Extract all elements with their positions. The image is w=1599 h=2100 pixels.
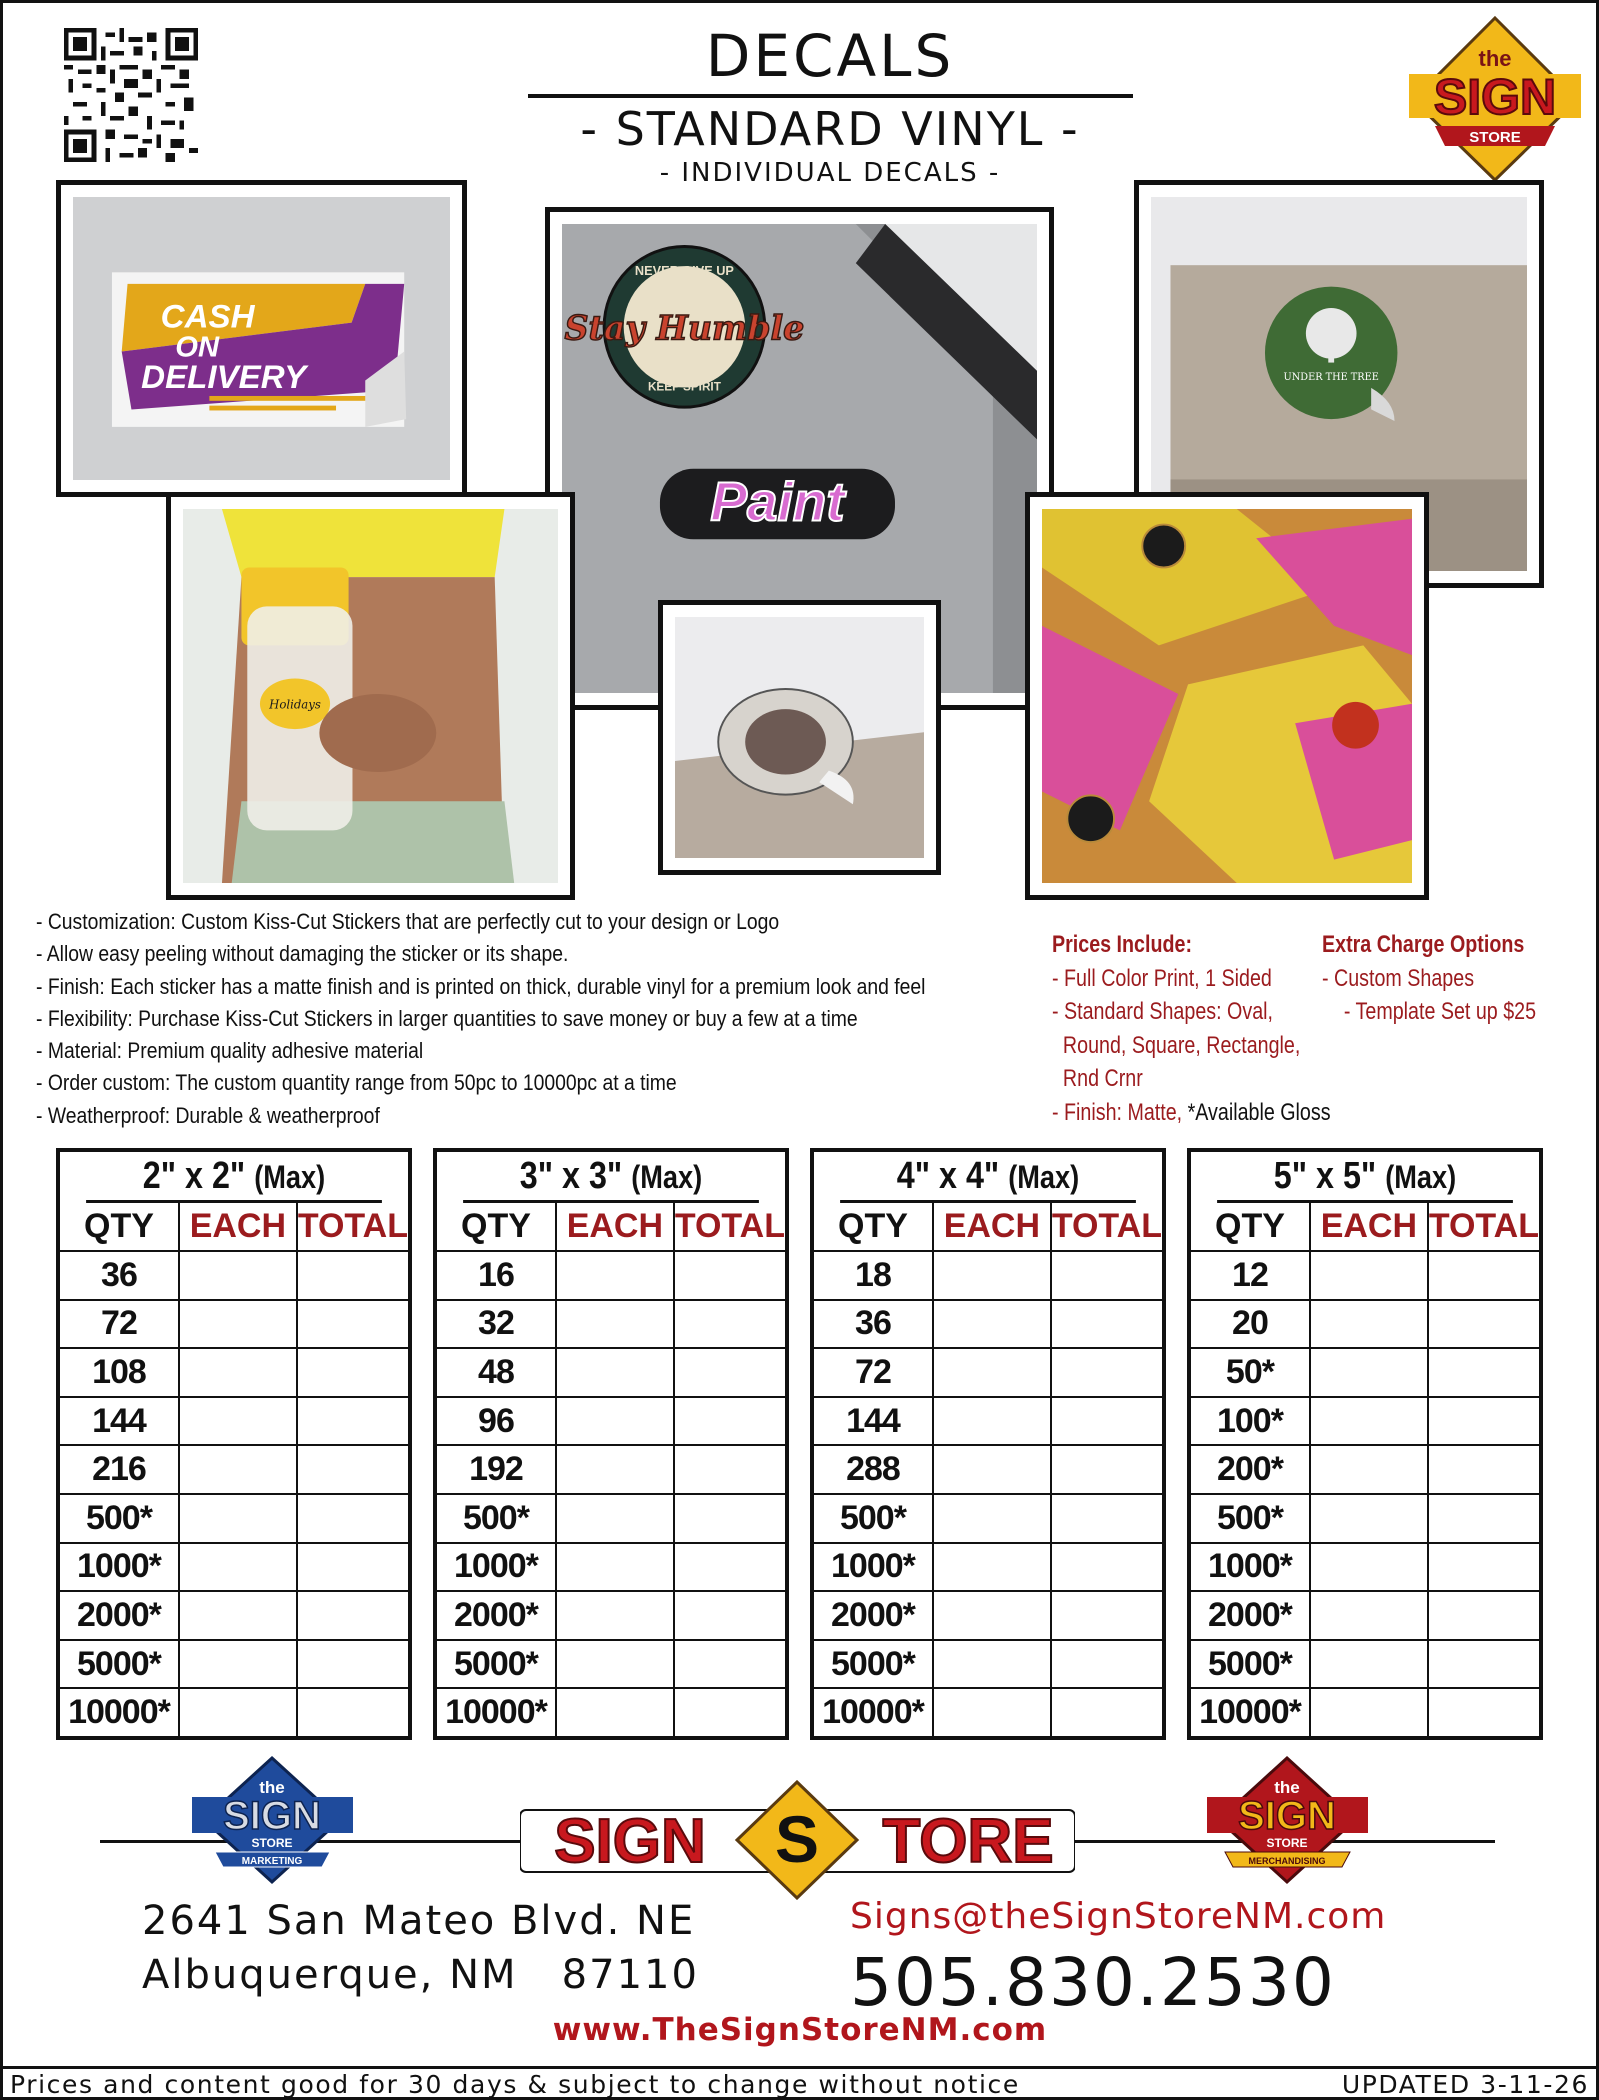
table-size-max: (Max) — [254, 1159, 326, 1195]
each-price-cell[interactable] — [933, 1348, 1051, 1397]
qty-cell: 36 — [814, 1300, 933, 1349]
price-table — [810, 1148, 1166, 1740]
bottle-sticker-text: Holidays — [269, 697, 321, 712]
table-row — [1191, 1397, 1539, 1446]
table-row — [437, 1591, 785, 1640]
feature-item: - Finish: Each sticker has a matte finish and is printed on thick, durable vinyl for a premium look and feel — [36, 973, 926, 999]
qty-cell: 144 — [60, 1397, 179, 1446]
table-row — [60, 1300, 408, 1349]
total-price-cell[interactable] — [1051, 1543, 1162, 1592]
total-price-cell[interactable] — [1428, 1688, 1539, 1736]
total-price-cell[interactable] — [1428, 1348, 1539, 1397]
table-row — [437, 1688, 785, 1736]
table-row — [437, 1445, 785, 1494]
total-price-cell[interactable] — [1051, 1251, 1162, 1300]
table-row — [1191, 1300, 1539, 1349]
total-price-cell[interactable] — [1428, 1397, 1539, 1446]
each-price-cell[interactable] — [1310, 1397, 1428, 1446]
total-price-cell[interactable] — [297, 1591, 408, 1640]
brand-left: SIGN — [554, 1807, 706, 1876]
total-price-cell[interactable] — [297, 1397, 408, 1446]
prices-include-heading: Prices Include: — [1052, 931, 1193, 958]
each-price-cell[interactable] — [933, 1300, 1051, 1349]
qty-cell: 72 — [60, 1300, 179, 1349]
each-price-cell[interactable] — [179, 1300, 297, 1349]
cash-line1: CASH — [160, 297, 255, 335]
total-price-cell[interactable] — [1428, 1543, 1539, 1592]
each-price-cell[interactable] — [933, 1397, 1051, 1446]
each-price-cell[interactable] — [933, 1688, 1051, 1736]
each-price-cell[interactable] — [556, 1300, 674, 1349]
table-row — [814, 1251, 1162, 1300]
each-price-cell[interactable] — [556, 1543, 674, 1592]
each-price-cell[interactable] — [1310, 1300, 1428, 1349]
total-price-cell[interactable] — [1051, 1640, 1162, 1689]
total-price-cell[interactable] — [674, 1445, 785, 1494]
qty-cell: 72 — [814, 1348, 933, 1397]
table-row — [1191, 1494, 1539, 1543]
feature-item: - Order custom: The custom quantity range from 50pc to 10000pc at a time — [36, 1070, 677, 1096]
total-price-cell[interactable] — [297, 1494, 408, 1543]
each-price-cell[interactable] — [1310, 1591, 1428, 1640]
table-row — [1191, 1640, 1539, 1689]
each-price-cell[interactable] — [179, 1397, 297, 1446]
qty-cell: 20 — [1191, 1300, 1310, 1349]
brand-mid: S — [774, 1802, 820, 1876]
qty-cell: 1000* — [1191, 1543, 1310, 1592]
total-price-cell[interactable] — [1051, 1494, 1162, 1543]
qty-cell: 216 — [60, 1445, 179, 1494]
total-price-cell[interactable] — [1428, 1494, 1539, 1543]
email-link[interactable]: Signs@theSignStoreNM.com — [850, 1896, 1387, 1937]
prices-include-line: - Full Color Print, 1 Sided — [1052, 964, 1272, 992]
bottom-divider — [0, 2066, 1599, 2069]
address-line1: 2641 San Mateo Blvd. NE — [142, 1898, 696, 1944]
each-price-cell[interactable] — [1310, 1251, 1428, 1300]
total-price-cell[interactable] — [674, 1251, 785, 1300]
table-row — [60, 1494, 408, 1543]
qty-cell: 1000* — [814, 1543, 933, 1592]
qty-cell: 1000* — [437, 1543, 556, 1592]
total-price-cell[interactable] — [297, 1688, 408, 1736]
mrc-logo-sign: SIGN — [1238, 1794, 1336, 1838]
table-row — [814, 1348, 1162, 1397]
price-table — [433, 1148, 789, 1740]
phone-number[interactable]: 505.830.2530 — [850, 1944, 1336, 2021]
qty-cell: 10000* — [1191, 1688, 1310, 1736]
qty-cell: 100* — [1191, 1397, 1310, 1446]
box-sticker-text: UNDER THE TREE — [1283, 372, 1379, 384]
cash-line3: DELIVERY — [141, 358, 307, 396]
table-row — [814, 1640, 1162, 1689]
total-price-cell[interactable] — [297, 1640, 408, 1689]
table-row — [1191, 1688, 1539, 1736]
each-price-cell[interactable] — [556, 1251, 674, 1300]
qty-cell: 10000* — [437, 1688, 556, 1736]
each-price-cell[interactable] — [179, 1445, 297, 1494]
table-row — [437, 1494, 785, 1543]
table-row — [814, 1445, 1162, 1494]
mkt-logo-store: STORE — [251, 1836, 293, 1850]
price-table — [56, 1148, 412, 1740]
table-row — [60, 1688, 408, 1736]
table-size: 4" x 4" — [896, 1155, 1000, 1197]
qty-cell: 2000* — [60, 1591, 179, 1640]
logo-top-the: the — [1478, 46, 1512, 71]
mrc-logo-store: STORE — [1266, 1836, 1308, 1850]
qr-code-icon[interactable] — [64, 28, 198, 162]
column-header-total: TOTAL — [297, 1203, 408, 1251]
website-link[interactable]: www.TheSignStoreNM.com — [552, 2012, 1048, 2048]
column-header-total: TOTAL — [1428, 1203, 1539, 1251]
logo-top-sign: SIGN — [1433, 69, 1557, 125]
table-row — [60, 1640, 408, 1689]
each-price-cell[interactable] — [556, 1640, 674, 1689]
price-table — [1187, 1148, 1543, 1740]
brand-right: TORE — [882, 1807, 1054, 1876]
prices-include-line: Rnd Crnr — [1052, 1065, 1143, 1092]
each-price-cell[interactable] — [933, 1591, 1051, 1640]
prices-include-line: Round, Square, Rectangle, — [1052, 1031, 1301, 1059]
photo-packaging-stickers — [1025, 492, 1429, 900]
mkt-logo-the: the — [259, 1778, 285, 1797]
table-row — [1191, 1445, 1539, 1494]
qty-cell: 36 — [60, 1251, 179, 1300]
qty-cell: 108 — [60, 1348, 179, 1397]
each-price-cell[interactable] — [1310, 1543, 1428, 1592]
total-price-cell[interactable] — [1428, 1251, 1539, 1300]
qty-cell: 2000* — [1191, 1591, 1310, 1640]
each-price-cell[interactable] — [556, 1348, 674, 1397]
each-price-cell[interactable] — [556, 1397, 674, 1446]
laptop-sticker-humble: Stay Humble — [564, 308, 805, 348]
sign-store-brand-logo[interactable] — [520, 1780, 1075, 1900]
mrc-logo-the: the — [1274, 1778, 1300, 1797]
table-row — [60, 1251, 408, 1300]
column-header-qty: QTY — [60, 1203, 179, 1251]
feature-item: - Customization: Custom Kiss-Cut Stickers that are perfectly cut to your design or Logo — [36, 909, 780, 934]
each-price-cell[interactable] — [1310, 1494, 1428, 1543]
column-header-each: EACH — [933, 1203, 1051, 1251]
total-price-cell[interactable] — [1428, 1445, 1539, 1494]
table-row — [437, 1543, 785, 1592]
column-header-total: TOTAL — [1051, 1203, 1162, 1251]
total-price-cell[interactable] — [674, 1397, 785, 1446]
qty-cell: 96 — [437, 1397, 556, 1446]
feature-list — [36, 906, 926, 1132]
feature-item: - Weatherproof: Durable & weatherproof — [36, 1102, 380, 1128]
prices-include-finish-extra: *Available Gloss — [1182, 1098, 1331, 1126]
table-row — [814, 1494, 1162, 1543]
each-price-cell[interactable] — [933, 1251, 1051, 1300]
column-header-each: EACH — [556, 1203, 674, 1251]
prices-include — [1052, 928, 1331, 1129]
each-price-cell[interactable] — [933, 1640, 1051, 1689]
table-row — [814, 1543, 1162, 1592]
table-row — [437, 1397, 785, 1446]
laptop-sticker-paint: Paint — [710, 470, 845, 533]
total-price-cell[interactable] — [674, 1494, 785, 1543]
table-row — [1191, 1591, 1539, 1640]
each-price-cell[interactable] — [556, 1445, 674, 1494]
photo-round-sticker — [658, 600, 941, 875]
total-price-cell[interactable] — [674, 1688, 785, 1736]
each-price-cell[interactable] — [179, 1543, 297, 1592]
photo-cash-on-delivery — [56, 180, 467, 497]
table-row — [437, 1300, 785, 1349]
title-divider — [528, 94, 1133, 98]
column-header-qty: QTY — [814, 1203, 933, 1251]
table-row — [60, 1397, 408, 1446]
photo-bottle — [166, 492, 575, 900]
table-row — [60, 1348, 408, 1397]
total-price-cell[interactable] — [674, 1348, 785, 1397]
sign-store-merchandising-logo[interactable] — [1205, 1755, 1370, 1885]
column-header-qty: QTY — [1191, 1203, 1310, 1251]
column-header-total: TOTAL — [674, 1203, 785, 1251]
table-row — [1191, 1543, 1539, 1592]
each-price-cell[interactable] — [933, 1543, 1051, 1592]
table-row — [814, 1397, 1162, 1446]
total-price-cell[interactable] — [674, 1640, 785, 1689]
total-price-cell[interactable] — [297, 1348, 408, 1397]
qty-cell: 50* — [1191, 1348, 1310, 1397]
feature-item: - Allow easy peeling without damaging the sticker or its shape. — [36, 941, 569, 967]
table-size-max: (Max) — [1008, 1159, 1080, 1195]
each-price-cell[interactable] — [1310, 1445, 1428, 1494]
mkt-logo-sign: SIGN — [223, 1794, 321, 1838]
total-price-cell[interactable] — [1428, 1300, 1539, 1349]
each-price-cell[interactable] — [179, 1640, 297, 1689]
table-row — [60, 1543, 408, 1592]
qty-cell: 18 — [814, 1251, 933, 1300]
extra-charge-line: - Template Set up $25 — [1322, 998, 1537, 1025]
total-price-cell[interactable] — [1051, 1300, 1162, 1349]
qty-cell: 1000* — [60, 1543, 179, 1592]
each-price-cell[interactable] — [1310, 1640, 1428, 1689]
table-row — [814, 1688, 1162, 1736]
table-size: 5" x 5" — [1273, 1155, 1377, 1197]
qty-cell: 2000* — [814, 1591, 933, 1640]
total-price-cell[interactable] — [1051, 1688, 1162, 1736]
each-price-cell[interactable] — [556, 1688, 674, 1736]
address-line2: Albuquerque, NM 87110 — [142, 1952, 699, 1998]
updated-date: UPDATED 3-11-26 — [1341, 2070, 1589, 2099]
table-row — [60, 1591, 408, 1640]
each-price-cell[interactable] — [179, 1251, 297, 1300]
cash-line2: ON — [175, 331, 220, 364]
qty-cell: 5000* — [814, 1640, 933, 1689]
qty-cell: 5000* — [60, 1640, 179, 1689]
qty-cell: 16 — [437, 1251, 556, 1300]
extra-charge-heading: Extra Charge Options — [1322, 931, 1525, 958]
disclaimer: Prices and content good for 30 days & subject to change without notice — [10, 2070, 1020, 2099]
column-header-each: EACH — [1310, 1203, 1428, 1251]
table-size-heading — [463, 1152, 759, 1203]
total-price-cell[interactable] — [1051, 1445, 1162, 1494]
feature-item: - Flexibility: Purchase Kiss-Cut Stickers in larger quantities to save money or buy a few at a time — [36, 1005, 858, 1031]
each-price-cell[interactable] — [933, 1445, 1051, 1494]
table-row — [1191, 1348, 1539, 1397]
sign-store-marketing-logo[interactable] — [190, 1755, 355, 1885]
table-size-heading — [86, 1152, 382, 1203]
total-price-cell[interactable] — [674, 1591, 785, 1640]
total-price-cell[interactable] — [297, 1543, 408, 1592]
logo-top-store: STORE — [1469, 129, 1521, 146]
prices-include-line: - Standard Shapes: Oval, — [1052, 998, 1273, 1025]
total-price-cell[interactable] — [674, 1543, 785, 1592]
total-price-cell[interactable] — [297, 1251, 408, 1300]
qty-cell: 32 — [437, 1300, 556, 1349]
sign-store-logo[interactable] — [1405, 14, 1585, 184]
total-price-cell[interactable] — [1428, 1640, 1539, 1689]
extra-charge-line: - Custom Shapes — [1322, 964, 1475, 992]
column-header-each: EACH — [179, 1203, 297, 1251]
qty-cell: 200* — [1191, 1445, 1310, 1494]
table-size-max: (Max) — [631, 1159, 703, 1195]
laptop-ring-bottom: KEEP SPIRIT — [647, 380, 721, 394]
total-price-cell[interactable] — [674, 1300, 785, 1349]
each-price-cell[interactable] — [179, 1591, 297, 1640]
total-price-cell[interactable] — [1428, 1591, 1539, 1640]
each-price-cell[interactable] — [179, 1348, 297, 1397]
qty-cell: 500* — [437, 1494, 556, 1543]
table-size-heading — [840, 1152, 1136, 1203]
qty-cell: 5000* — [1191, 1640, 1310, 1689]
each-price-cell[interactable] — [556, 1494, 674, 1543]
laptop-ring-top: NEVER GIVE UP — [634, 262, 734, 278]
qty-cell: 500* — [60, 1494, 179, 1543]
table-row — [437, 1640, 785, 1689]
qty-cell: 288 — [814, 1445, 933, 1494]
each-price-cell[interactable] — [556, 1591, 674, 1640]
qty-cell: 500* — [814, 1494, 933, 1543]
each-price-cell[interactable] — [1310, 1348, 1428, 1397]
table-size-max: (Max) — [1385, 1159, 1457, 1195]
extra-charge-options — [1322, 928, 1536, 1029]
total-price-cell[interactable] — [297, 1445, 408, 1494]
qty-cell: 2000* — [437, 1591, 556, 1640]
mkt-logo-label: MARKETING — [241, 1856, 303, 1867]
feature-item: - Material: Premium quality adhesive material — [36, 1038, 424, 1064]
table-row — [437, 1348, 785, 1397]
qty-cell: 48 — [437, 1348, 556, 1397]
qty-cell: 10000* — [60, 1688, 179, 1736]
qty-cell: 10000* — [814, 1688, 933, 1736]
qty-cell: 5000* — [437, 1640, 556, 1689]
table-size-heading — [1217, 1152, 1513, 1203]
prices-include-finish: - Finish: Matte, — [1052, 1098, 1183, 1126]
table-row — [814, 1591, 1162, 1640]
each-price-cell[interactable] — [933, 1494, 1051, 1543]
table-row — [1191, 1251, 1539, 1300]
each-price-cell[interactable] — [179, 1688, 297, 1736]
page-title: DECALS — [705, 22, 955, 90]
total-price-cell[interactable] — [297, 1300, 408, 1349]
table-row — [437, 1251, 785, 1300]
column-header-qty: QTY — [437, 1203, 556, 1251]
page-subtitle-secondary: - INDIVIDUAL DECALS - — [659, 158, 1001, 188]
qty-cell: 192 — [437, 1445, 556, 1494]
page-subtitle: - STANDARD VINYL - — [580, 102, 1080, 156]
table-row — [60, 1445, 408, 1494]
table-size: 2" x 2" — [142, 1155, 246, 1197]
total-price-cell[interactable] — [1051, 1397, 1162, 1446]
qty-cell: 144 — [814, 1397, 933, 1446]
each-price-cell[interactable] — [179, 1494, 297, 1543]
table-size: 3" x 3" — [519, 1155, 623, 1197]
each-price-cell[interactable] — [1310, 1688, 1428, 1736]
mrc-logo-label: MERCHANDISING — [1248, 1856, 1326, 1866]
table-row — [814, 1300, 1162, 1349]
total-price-cell[interactable] — [1051, 1348, 1162, 1397]
total-price-cell[interactable] — [1051, 1591, 1162, 1640]
qty-cell: 12 — [1191, 1251, 1310, 1300]
qty-cell: 500* — [1191, 1494, 1310, 1543]
